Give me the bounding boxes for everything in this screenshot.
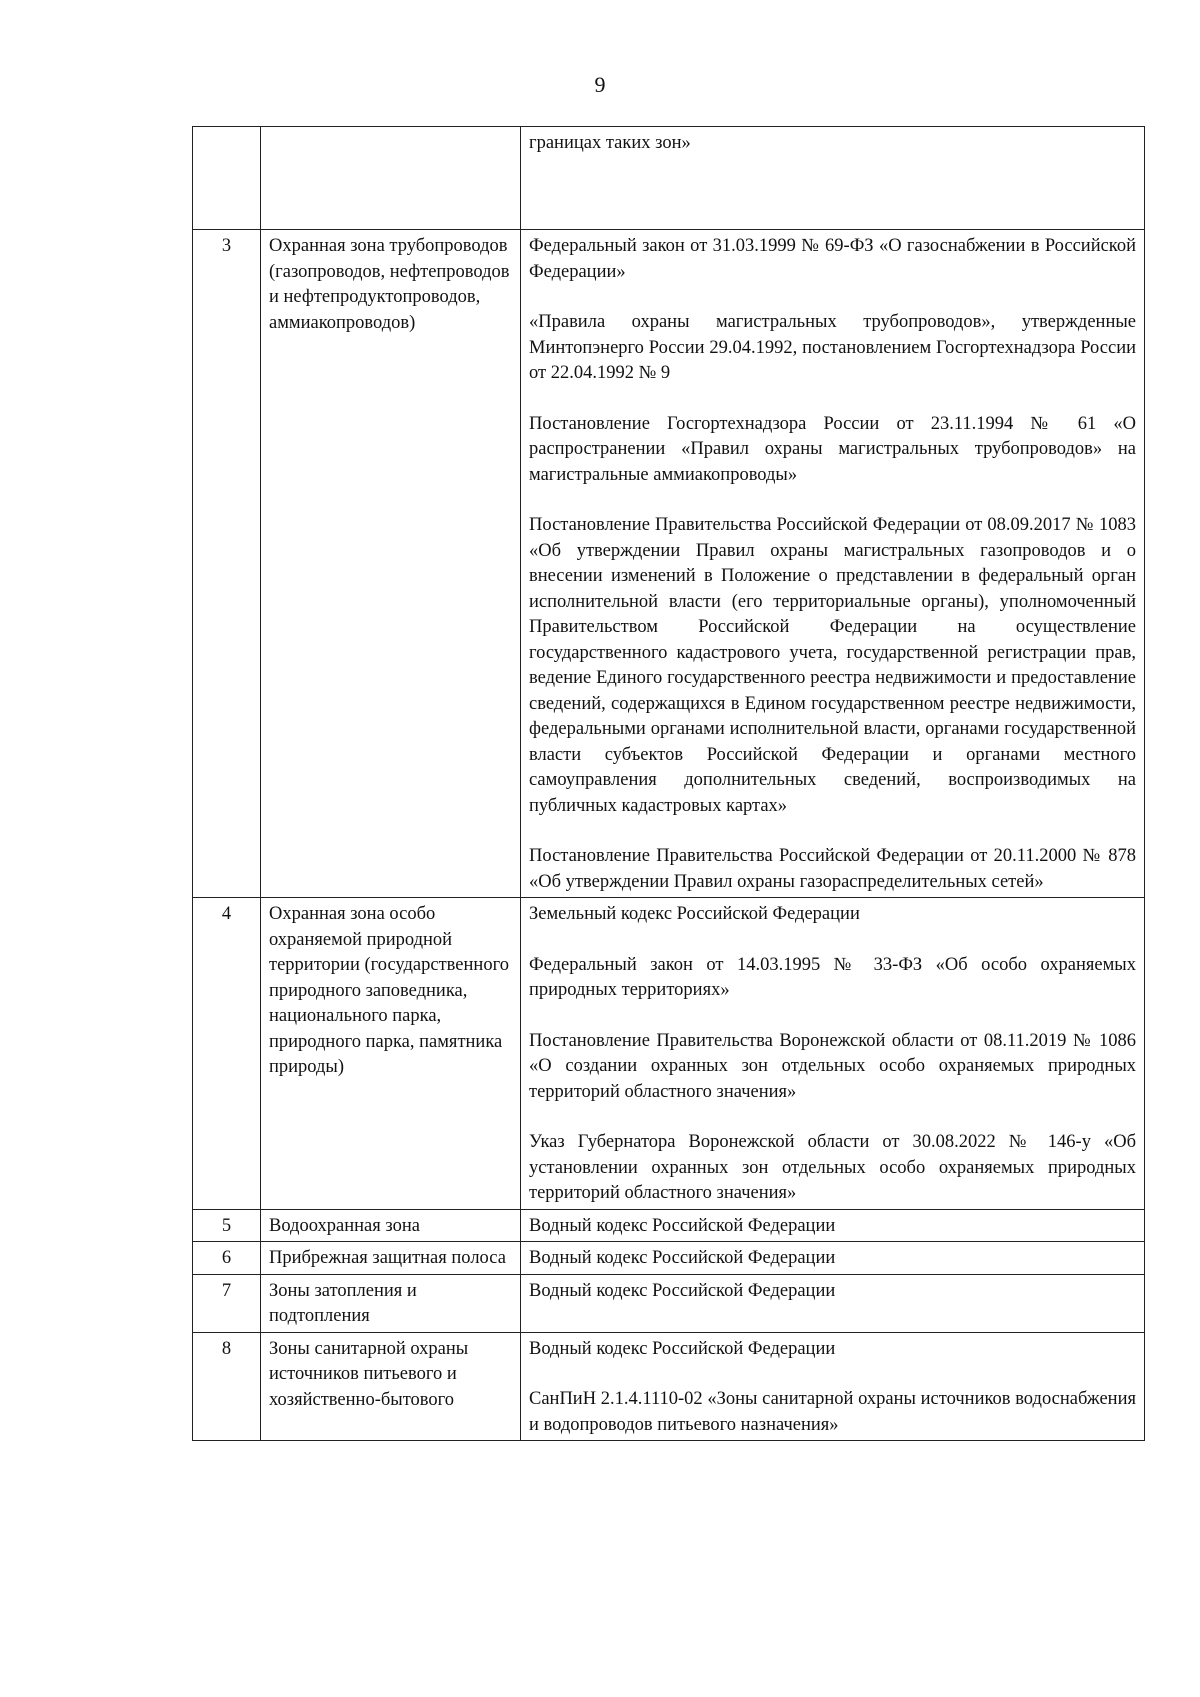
legal-documents: [521, 230, 1145, 898]
table-row: [193, 1242, 1145, 1275]
legal-documents: [521, 1242, 1145, 1275]
legal-document: СанПиН 2.1.4.1110-02 «Зоны санитарной охраны источников водоснабжения и водопроводов питьевого назначения»: [529, 1389, 1136, 1435]
legal-document: Водный кодекс Российской Федерации: [529, 1215, 836, 1236]
legal-document: Постановление Госгортехнадзора России от 23.11.1994 № 61 «О распространении «Правил охраны магистральных трубопроводов» на магистральные аммиакопроводы»: [529, 413, 1136, 485]
legal-document: границах таких зон»: [529, 133, 691, 153]
table-row: [193, 1332, 1145, 1441]
zone-name: Прибрежная защитная полоса: [261, 1242, 521, 1275]
row-number: 7: [193, 1274, 261, 1332]
row-number: 4: [193, 898, 261, 1210]
legal-document: Указ Губернатора Воронежской области от 30.08.2022 № 146-у «Об установлении охранных зон отдельных особо охраняемых природных территорий областного значения»: [529, 1132, 1136, 1203]
zone-name: Водоохранная зона: [261, 1209, 521, 1242]
row-number: 6: [193, 1242, 261, 1275]
table-row: [193, 898, 1145, 1210]
legal-documents: [521, 1332, 1145, 1441]
legal-document: «Правила охраны магистральных трубопроводов», утвержденные Минтопэнерго России 29.04.1992, постановлением Госгортехнадзора России от 22.04.1992 № 9: [529, 312, 1136, 383]
legal-document: Постановление Правительства Российской Федерации от 08.09.2017 № 1083 «Об утверждении Правил охраны магистральных газопроводов и о внесении изменений в Положение о представлении в федеральный орган исполнительной власти (его территориальные органы), уполномоченный Правительством Российской Федерации на осуществление государственного кадастрового учета, государственной регистрации прав, ведение Единого государственного реестра недвижимости и предоставление сведений, содержащихся в Едином государственном реестре недвижимости, федеральными органами исполнительной власти, органами государственной власти субъектов Российской Федерации и органами местного самоуправления дополнительных сведений, воспроизводимых на публичных кадастровых картах»: [529, 515, 1136, 816]
legal-document: Федеральный закон от 31.03.1999 № 69-ФЗ «О газоснабжении в Российской Федерации»: [529, 236, 1136, 282]
legal-documents: [521, 1209, 1145, 1242]
row-number: [193, 127, 261, 230]
page-number: 9: [594, 72, 606, 97]
zone-name: Зоны санитарной охраны источников питьевого и хозяйственно-бытового: [261, 1332, 521, 1441]
table-row: [193, 1274, 1145, 1332]
row-number: 3: [193, 230, 261, 898]
legal-document: Водный кодекс Российской Федерации: [529, 1248, 836, 1268]
legal-document: Постановление Правительства Воронежской области от 08.11.2019 № 1086 «О создании охранных зон отдельных особо охраняемых природных территорий областного значения»: [529, 1030, 1136, 1102]
legal-document: Земельный кодекс Российской Федерации: [529, 904, 860, 924]
table-row: [193, 230, 1145, 898]
table-row: [193, 127, 1145, 230]
regulation-table: [192, 126, 1145, 1441]
zone-name: Зоны затопления и подтопления: [261, 1274, 521, 1332]
legal-document: Постановление Правительства Российской Федерации от 20.11.2000 № 878 «Об утверждении Правил охраны газораспределительных сетей»: [529, 846, 1136, 892]
zone-name: Охранная зона особо охраняемой природной территории (государственного природного заповедника, национального парка, природного парка, памятника природы): [261, 898, 521, 1210]
row-number: 8: [193, 1332, 261, 1441]
zone-name: [261, 127, 521, 230]
row-number: 5: [193, 1209, 261, 1242]
legal-document: Федеральный закон от 14.03.1995 № 33-ФЗ «Об особо охраняемых природных территориях»: [529, 954, 1136, 1000]
legal-documents: [521, 898, 1145, 1210]
legal-documents: [521, 127, 1145, 230]
table-row: [193, 1209, 1145, 1242]
zone-name: Охранная зона трубопроводов (газопроводов, нефтепроводов и нефтепродуктопроводов, аммиакопроводов): [261, 230, 521, 898]
legal-document: Водный кодекс Российской Федерации: [529, 1280, 836, 1301]
legal-documents: [521, 1274, 1145, 1332]
legal-document: Водный кодекс Российской Федерации: [529, 1338, 836, 1359]
